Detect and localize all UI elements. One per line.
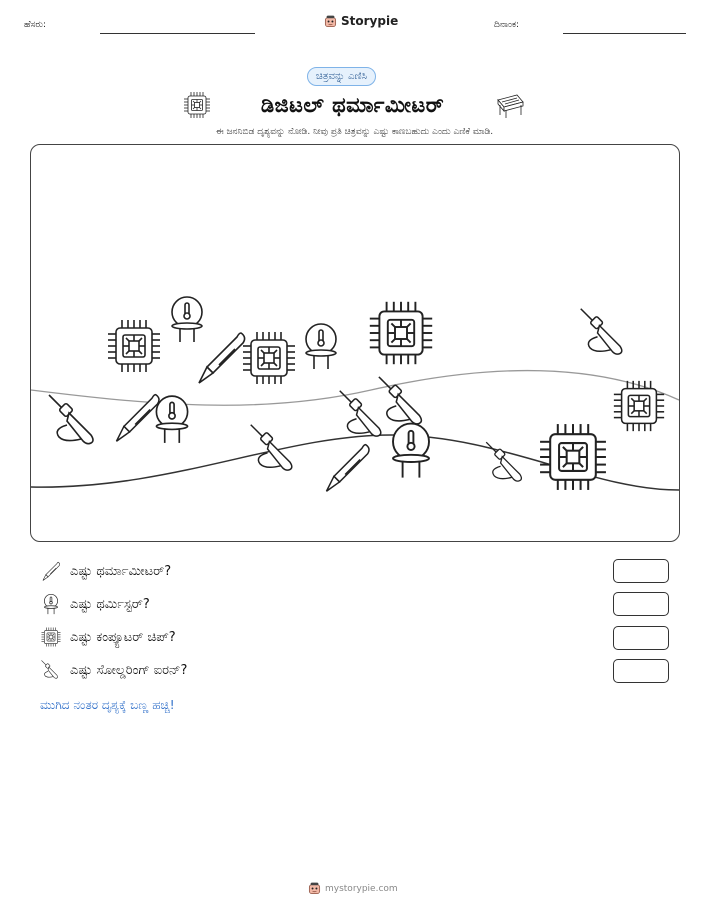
brand — [324, 14, 398, 28]
scene-chip-hidden — [31, 145, 59, 173]
thermometer-icon — [40, 560, 62, 582]
instruction-text: ಈ ಜನನಿಬಿಡ ದೃಶ್ಯವನ್ನು ನೋಡಿ. ನೀವು ಪ್ರತಿ ಚಿತ್ರವನ್ನು ಎಷ್ಟು ಕಾಣಬಹುದು ಎಂದು ಎಣಿಕೆ ಮಾಡಿ. — [215, 127, 494, 137]
scene-soldering-iron — [581, 309, 622, 354]
color-instruction: ಮುಗಿದ ನಂತರ ದೃಶ್ಯಕ್ಕೆ ಬಣ್ಣ ಹಚ್ಚಿ! — [40, 698, 175, 712]
scene-chip — [108, 320, 160, 372]
footer — [308, 882, 398, 895]
scene-thermometer — [326, 445, 369, 492]
activity-badge: ಚಿತ್ರವನ್ನು ಎಣಿಸಿ — [307, 67, 376, 86]
counting-scene — [30, 144, 680, 542]
scene-soldering-iron — [486, 442, 521, 481]
title-row — [182, 90, 527, 120]
name-field[interactable] — [100, 33, 255, 34]
computer-chip-icon — [182, 90, 212, 120]
circuit-board-icon — [493, 90, 527, 120]
question-text: ಎಷ್ಟು ಕಂಪ್ಯೂಟರ್ ಚಿಪ್? — [70, 629, 176, 645]
scene-soldering-iron — [49, 395, 93, 444]
storypie-logo-icon — [324, 15, 337, 28]
answer-box-chip[interactable] — [613, 626, 669, 650]
brand-name: Storypie — [341, 14, 399, 28]
scene-thermistor — [172, 297, 202, 342]
scene-drawing — [31, 145, 679, 541]
question-row-thermometer — [40, 560, 171, 582]
scene-chip — [370, 302, 432, 364]
computer-chip-icon — [40, 626, 62, 648]
scene-thermistor — [156, 396, 187, 443]
scene-chip — [614, 381, 664, 431]
scene-thermistor — [306, 324, 336, 369]
question-row-soldering-iron — [40, 659, 187, 681]
date-field[interactable] — [563, 33, 686, 34]
question-text: ಎಷ್ಟು ಥರ್ಮಿಸ್ಟರ್? — [70, 596, 150, 612]
scene-soldering-iron — [340, 391, 381, 436]
question-text: ಎಷ್ಟು ಥರ್ಮಾಮೀಟರ್? — [70, 563, 172, 579]
page-title: ಡಿಜಿಟಲ್ ಥರ್ಮಾಮೀಟರ್ — [260, 92, 445, 117]
scene-chip — [540, 424, 606, 490]
scene-thermistor — [393, 424, 429, 478]
question-row-chip — [40, 626, 176, 648]
answer-box-thermometer[interactable] — [613, 559, 669, 583]
question-text: ಎಷ್ಟು ಸೋಲ್ಡರಿಂಗ್ ಐರನ್? — [70, 662, 188, 678]
thermistor-icon — [40, 593, 62, 615]
footer-site[interactable]: mystorypie.com — [325, 883, 398, 894]
soldering-iron-icon — [40, 659, 62, 681]
answer-box-soldering-iron[interactable] — [613, 659, 669, 683]
scene-chip — [243, 332, 295, 384]
name-label: ಹೆಸರು: — [24, 20, 47, 30]
storypie-logo-icon — [308, 882, 321, 895]
date-label: ದಿನಾಂಕ: — [494, 20, 520, 30]
scene-thermometer — [199, 333, 245, 383]
answer-box-thermistor[interactable] — [613, 592, 669, 616]
question-row-thermistor — [40, 593, 150, 615]
